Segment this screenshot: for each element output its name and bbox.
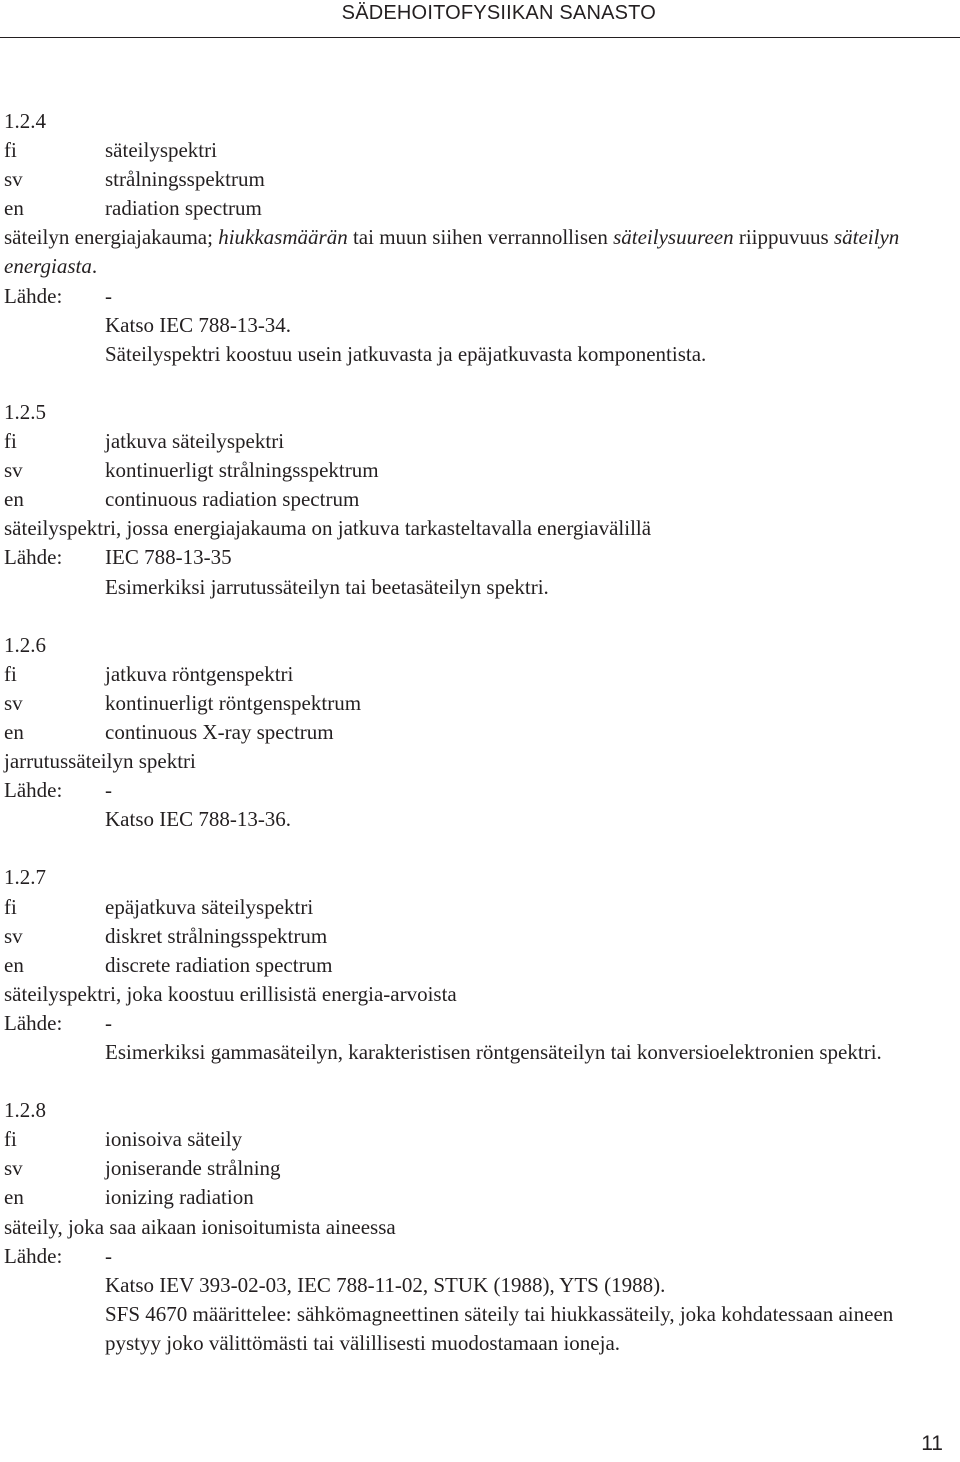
page-number: 11: [921, 1432, 943, 1455]
definition: säteily, joka saa aikaan ionisoitumista aineessa: [4, 1214, 396, 1239]
note: SFS 4670 määrittelee: sähkömagneettinen säteily tai hiukkassäteily, joka kohdatessaan aineen pystyy joko välittömästi tai välillisesti muodostamaan ioneja.: [105, 1301, 894, 1355]
entry-number: 1.2.4: [4, 109, 46, 133]
note: Säteilyspektri koostuu usein jatkuvasta ja epäjatkuvasta komponentista.: [105, 341, 707, 366]
lang-label-sv: sv: [4, 167, 23, 192]
term-sv: diskret strålningsspektrum: [105, 923, 328, 948]
note: Katso IEC 788-13-36.: [105, 807, 292, 832]
definition-term-reference: säteilyn energiasta: [4, 225, 900, 279]
term-fi: epäjatkuva säteilyspektri: [105, 894, 314, 919]
lang-label-sv: sv: [4, 690, 23, 715]
lang-label-fi: fi: [4, 429, 17, 454]
entry-number: 1.2.6: [4, 632, 46, 657]
lang-label-en: en: [4, 1185, 24, 1210]
term-entry: [4, 398, 944, 602]
lang-label-sv: sv: [4, 923, 23, 948]
lang-label-sv: sv: [4, 1156, 23, 1181]
definition: säteilyspektri, joka koostuu erillisistä energia-arvoista: [4, 981, 457, 1006]
definition: jarrutussäteilyn spektri: [4, 749, 196, 774]
lang-label-sv: sv: [4, 458, 23, 483]
source-value: -: [105, 1243, 112, 1268]
term-sv: kontinuerligt strålningsspektrum: [105, 458, 379, 483]
definition-text: .: [91, 254, 98, 279]
source-value: -: [105, 283, 112, 308]
source-label: Lähde:: [4, 283, 63, 308]
note: Esimerkiksi jarrutussäteilyn tai beetasäteilyn spektri.: [105, 574, 549, 599]
lang-label-fi: fi: [4, 661, 17, 686]
entry-number: 1.2.5: [4, 399, 46, 424]
header-rule: [0, 37, 960, 38]
note: Esimerkiksi gammasäteilyn, karakteristisen röntgensäteilyn tai konversioelektronien spektri.: [105, 1040, 882, 1064]
note: Katso IEC 788-13-34.: [105, 312, 292, 337]
definition-term-reference: hiukkasmäärän: [218, 225, 348, 250]
definition: [4, 223, 944, 281]
lang-label-fi: fi: [4, 1127, 17, 1152]
source-value: -: [105, 778, 112, 803]
definition-text: tai muun siihen verrannollisen: [347, 225, 614, 250]
term-fi: jatkuva säteilyspektri: [105, 429, 285, 454]
lang-label-fi: fi: [4, 138, 17, 163]
lang-label-en: en: [4, 719, 24, 744]
source-label: Lähde:: [4, 1243, 63, 1268]
term-entry: [4, 1096, 944, 1358]
source-value: -: [105, 1010, 112, 1035]
definition-text: riippuvuus: [733, 225, 834, 250]
term-sv: kontinuerligt röntgenspektrum: [105, 690, 362, 715]
lang-label-fi: fi: [4, 894, 17, 919]
running-header: [0, 0, 960, 27]
definition: säteilyspektri, jossa energiajakauma on jatkuva tarkasteltavalla energiavälillä: [4, 516, 652, 541]
running-title: SÄDEHOITOFYSIIKAN SANASTO: [341, 2, 656, 24]
term-entry: [4, 107, 944, 369]
entry-number: 1.2.8: [4, 1098, 46, 1123]
lang-label-en: en: [4, 196, 24, 221]
term-en: radiation spectrum: [105, 196, 262, 221]
source-label: Lähde:: [4, 778, 63, 803]
term-en: discrete radiation spectrum: [105, 952, 333, 977]
term-en: continuous radiation spectrum: [105, 487, 360, 512]
source-label: Lähde:: [4, 545, 63, 570]
lang-label-en: en: [4, 487, 24, 512]
lang-label-en: en: [4, 952, 24, 977]
term-sv: strålningsspektrum: [105, 167, 265, 192]
term-entry: [4, 631, 944, 835]
term-entry: [4, 863, 944, 1067]
term-fi: ionisoiva säteily: [105, 1127, 243, 1152]
note: Katso IEV 393-02-03, IEC 788-11-02, STUK (1988), YTS (1988).: [105, 1272, 666, 1297]
glossary-content: [4, 107, 944, 1387]
term-en: continuous X-ray spectrum: [105, 719, 334, 744]
term-fi: säteilyspektri: [105, 138, 217, 163]
source-label: Lähde:: [4, 1010, 63, 1035]
term-fi: jatkuva röntgenspektri: [105, 661, 294, 686]
definition-text: säteilyn energiajakauma;: [4, 225, 219, 250]
entry-number: 1.2.7: [4, 865, 46, 890]
definition-term-reference: säteilysuureen: [613, 225, 734, 250]
term-en: ionizing radiation: [105, 1185, 254, 1210]
source-value: IEC 788-13-35: [105, 545, 232, 570]
term-sv: joniserande strålning: [105, 1156, 281, 1181]
